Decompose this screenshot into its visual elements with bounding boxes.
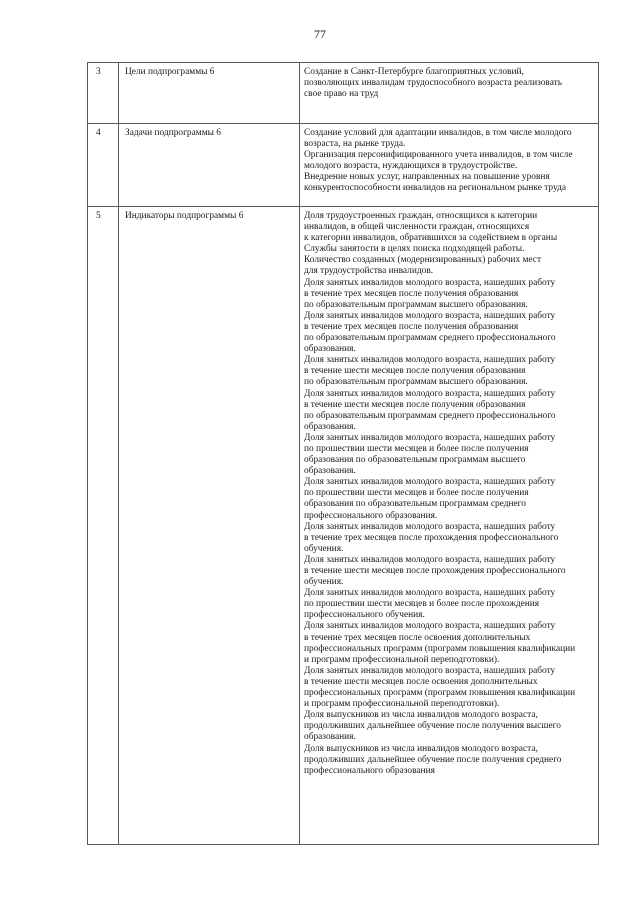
text-line: по прошествии шести месяцев и более после получения <box>304 443 529 454</box>
text-line: в течение трех месяцев после прохождения профессионального <box>304 532 559 543</box>
text-line: обучения. <box>304 543 344 554</box>
text-line: для трудоустройства инвалидов. <box>304 266 434 277</box>
text-line: профессионального образования. <box>304 510 438 521</box>
text-line: Доля занятых инвалидов молодого возраста, нашедших работу <box>304 310 556 321</box>
text-line: Доля занятых инвалидов молодого возраста, нашедших работу <box>304 432 556 443</box>
text-line: Внедрение новых услуг, направленных на повышение уровня <box>304 172 550 183</box>
text-line: образования. <box>304 466 356 477</box>
text-line: продолживших дальнейшее обучение после получения высшего <box>304 721 561 732</box>
text-line: молодого возраста, нуждающихся в трудоустройстве. <box>304 161 518 172</box>
text-line: свое право на труд <box>304 89 379 100</box>
text-line: Доля занятых инвалидов молодого возраста, нашедших работу <box>304 388 556 399</box>
text-line: в течение трех месяцев после получения образования <box>304 288 519 299</box>
text-line: конкурентоспособности инвалидов на региональном рынке труда <box>304 183 566 194</box>
text-line: Доля занятых инвалидов молодого возраста, нашедших работу <box>304 277 556 288</box>
text-line: Службы занятости в целях поиска подходящей работы. <box>304 244 525 255</box>
page-number: 77 <box>314 27 326 41</box>
text-line: Доля трудоустроенных граждан, относящихся к категории <box>304 211 538 221</box>
text-line: в течение шести месяцев после получения образования <box>304 366 526 377</box>
text-line: профессионального образования <box>304 765 435 776</box>
text-line: Доля занятых инвалидов молодого возраста, нашедших работу <box>304 554 556 565</box>
text-line: по образовательным программам высшего образования. <box>304 377 528 388</box>
text-line: Доля занятых инвалидов молодого возраста, нашедших работу <box>304 477 556 488</box>
text-line: Организация персонифицированного учета инвалидов, в том числе <box>304 150 573 161</box>
text-line: Создание условий для адаптации инвалидов, в том числе молодого <box>304 128 572 138</box>
text-line: инвалидов, в общей численности граждан, относящихся <box>304 222 530 233</box>
table-row <box>88 124 599 207</box>
text-line: по образовательным программам среднего профессионального <box>304 410 556 421</box>
row-content <box>300 124 599 207</box>
text-line: Доля занятых инвалидов молодого возраста, нашедших работу <box>304 665 556 676</box>
row-content <box>300 207 599 845</box>
row-content <box>300 63 599 124</box>
text-line: по прошествии шести месяцев и более после получения <box>304 488 529 499</box>
text-line: образования по образовательным программам среднего <box>304 499 526 510</box>
table-row <box>88 207 599 845</box>
text-line: профессиональных программ (программ повышения квалификации <box>304 688 576 699</box>
text-line: Доля занятых инвалидов молодого возраста, нашедших работу <box>304 588 556 599</box>
text-line: в течение шести месяцев после прохождения профессионального <box>304 566 566 576</box>
text-line: образования. <box>304 344 356 355</box>
text-line: в течение трех месяцев после освоения дополнительных <box>304 632 531 643</box>
text-line: образования по образовательным программам высшего <box>304 455 526 466</box>
row-number: 5 <box>88 207 119 845</box>
text-line: Доля занятых инвалидов молодого возраста, нашедших работу <box>304 355 556 366</box>
text-line: Создание в Санкт-Петербурге благоприятных условий, <box>304 67 524 77</box>
text-line: Доля выпускников из числа инвалидов молодого возраста, <box>304 710 538 721</box>
text-line: Доля занятых инвалидов молодого возраста, нашедших работу <box>304 521 556 532</box>
row-title: Индикаторы подпрограммы 6 <box>119 207 300 845</box>
text-line: образования. <box>304 421 356 432</box>
text-line: по образовательным программам высшего образования. <box>304 299 528 310</box>
text-line: возраста, на рынке труда. <box>304 139 406 150</box>
text-line: и программ профессиональной переподготовки). <box>304 699 500 710</box>
text-line: по прошествии шести месяцев и более после прохождения <box>304 599 540 610</box>
text-line: Доля занятых инвалидов молодого возраста, нашедших работу <box>304 621 556 632</box>
text-line: Доля выпускников из числа инвалидов молодого возраста, <box>304 743 538 754</box>
row-number: 3 <box>88 63 119 124</box>
text-line: обучения. <box>304 577 344 588</box>
text-line: в течение трех месяцев после получения образования <box>304 321 519 332</box>
text-line: в течение шести месяцев после освоения дополнительных <box>304 676 538 687</box>
text-line: профессионального обучения. <box>304 610 425 621</box>
text-line: позволяющих инвалидам трудоспособного возраста реализовать <box>304 78 563 89</box>
text-line: по образовательным программам среднего профессионального <box>304 333 556 344</box>
program-table <box>87 62 599 845</box>
row-title: Цели подпрограммы 6 <box>119 63 300 124</box>
text-line: и программ профессиональной переподготовки). <box>304 654 500 665</box>
text-line: профессиональных программ (программ повышения квалификации <box>304 643 576 654</box>
text-line: к категории инвалидов, обратившихся за содействием в органы <box>304 233 558 244</box>
text-line: образования. <box>304 732 356 743</box>
row-number: 4 <box>88 124 119 207</box>
row-title: Задачи подпрограммы 6 <box>119 124 300 207</box>
table-row <box>88 63 599 124</box>
text-line: Количество созданных (модернизированных) рабочих мест <box>304 255 542 266</box>
text-line: в течение шести месяцев после получения образования <box>304 399 526 410</box>
text-line: продолживших дальнейшее обучение после получения среднего <box>304 754 562 765</box>
